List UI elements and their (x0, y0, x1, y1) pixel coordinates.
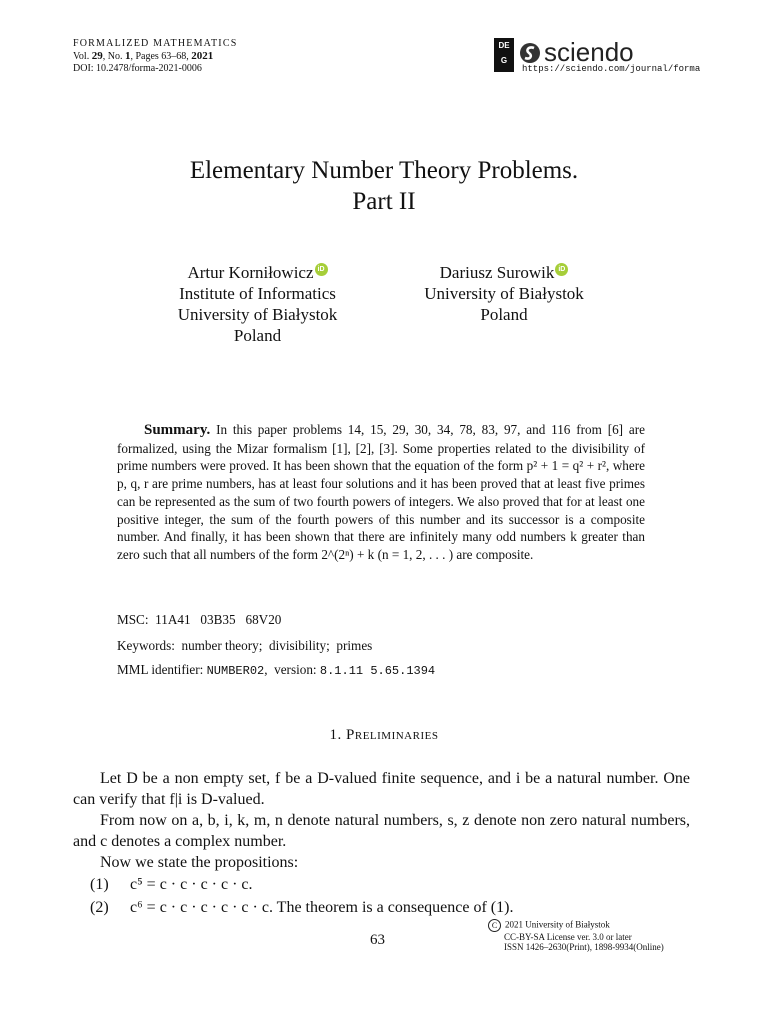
author-affiliation: Institute of Informatics (179, 284, 336, 303)
author-block-2 (400, 262, 608, 325)
author-affiliation: University of Białystok (177, 305, 338, 324)
abstract-lead: Summary. (144, 422, 211, 438)
section-heading: 1. Preliminaries (329, 727, 439, 743)
author-affiliation: Poland (233, 326, 282, 345)
author-name: Artur Korniłowicz (187, 263, 314, 282)
year: 2021 (191, 50, 214, 62)
paragraph: Now we state the propositions: (100, 854, 299, 871)
copyright: 2021 University of Białystok (505, 919, 610, 930)
volume-line: Vol. 29, No. 1, Pages 63–68, 2021 (73, 50, 214, 62)
author-block-1 (150, 262, 365, 346)
sciendo-logo-icon (519, 42, 541, 64)
abstract (117, 421, 645, 564)
paper-title: Elementary Number Theory Problems. Part II (189, 157, 579, 215)
proposition-number: (2) (90, 899, 109, 916)
license: CC-BY-SA License ver. 3.0 or later (504, 932, 632, 942)
proposition (90, 899, 513, 917)
abstract-text: In this paper problems 14, 15, 29, 30, 34, 78, 83, 97, and 116 from [6] are formalized, using the Mizar formalism [1], [2], [3]. Some properties related to the divisibility of prime numbers were proved. It has been shown that the equation of the form p² + 1 = q² + r², where p, q, r are prime numbers, has at least four solutions and it has been proved that at least five primes can be represented as the sum of two fourth powers of integers. We also proved that for at least one positive integer, the sum of the fourth powers of this number and its successor is a composite number. And finally, it has been shown that there are infinitely many odd numbers k greater than zero such that all numbers of the form 2^(2ⁿ) + k (n = 1, 2, . . . ) are composite. (117, 422, 645, 562)
license-block (488, 919, 664, 952)
journal-header (73, 38, 237, 75)
degruyter-badge: DE G (494, 38, 514, 72)
proposition (90, 876, 253, 894)
page-number: 63 (370, 932, 385, 948)
doi: DOI: 10.2478/forma-2021-0006 (73, 63, 202, 74)
author-affiliation: University of Białystok (424, 284, 584, 303)
journal-name: FORMALIZED MATHEMATICS (73, 38, 238, 49)
msc-codes: 11A41 03B35 68V20 (155, 612, 282, 627)
copyright-icon: C (488, 919, 501, 932)
proposition-number: (1) (90, 876, 109, 893)
publisher-name: sciendo (544, 37, 634, 67)
journal-url[interactable]: https://sciendo.com/journal/forma (522, 64, 701, 74)
keywords-line: Keywords: number theory; divisibility; primes (117, 638, 373, 653)
proposition-text: c⁶ = c · c · c · c · c · c. The theorem is a consequence of (1). (130, 899, 514, 916)
orcid-icon[interactable]: iD (315, 263, 328, 276)
issn: ISSN 1426–2630(Print), 1898-9934(Online) (504, 942, 664, 952)
mml-version: 8.1.11 5.65.1394 (319, 664, 436, 678)
orcid-icon[interactable]: iD (555, 263, 568, 276)
author-name: Dariusz Surowik (439, 263, 555, 282)
proposition-text: c⁵ = c · c · c · c · c. (130, 876, 253, 893)
volume-number: 29 (91, 50, 103, 62)
mml-line: MML identifier: NUMBER02, version: 8.1.11 5.65.1394 (117, 662, 436, 678)
author-affiliation: Poland (480, 305, 528, 324)
mml-identifier: NUMBER02 (206, 664, 265, 678)
msc-line: MSC: 11A41 03B35 68V20 (117, 612, 282, 627)
paragraph: Let D be a non empty set, f be a D-valued finite sequence, and i be a natural number. One can verify that f|i is D-valued. (73, 770, 690, 808)
keywords: number theory; divisibility; primes (181, 638, 373, 653)
paragraph: From now on a, b, i, k, m, n denote natural numbers, s, z denote non zero natural numbers, and c denotes a complex number. (73, 812, 690, 850)
issue-number: 1 (124, 50, 131, 62)
